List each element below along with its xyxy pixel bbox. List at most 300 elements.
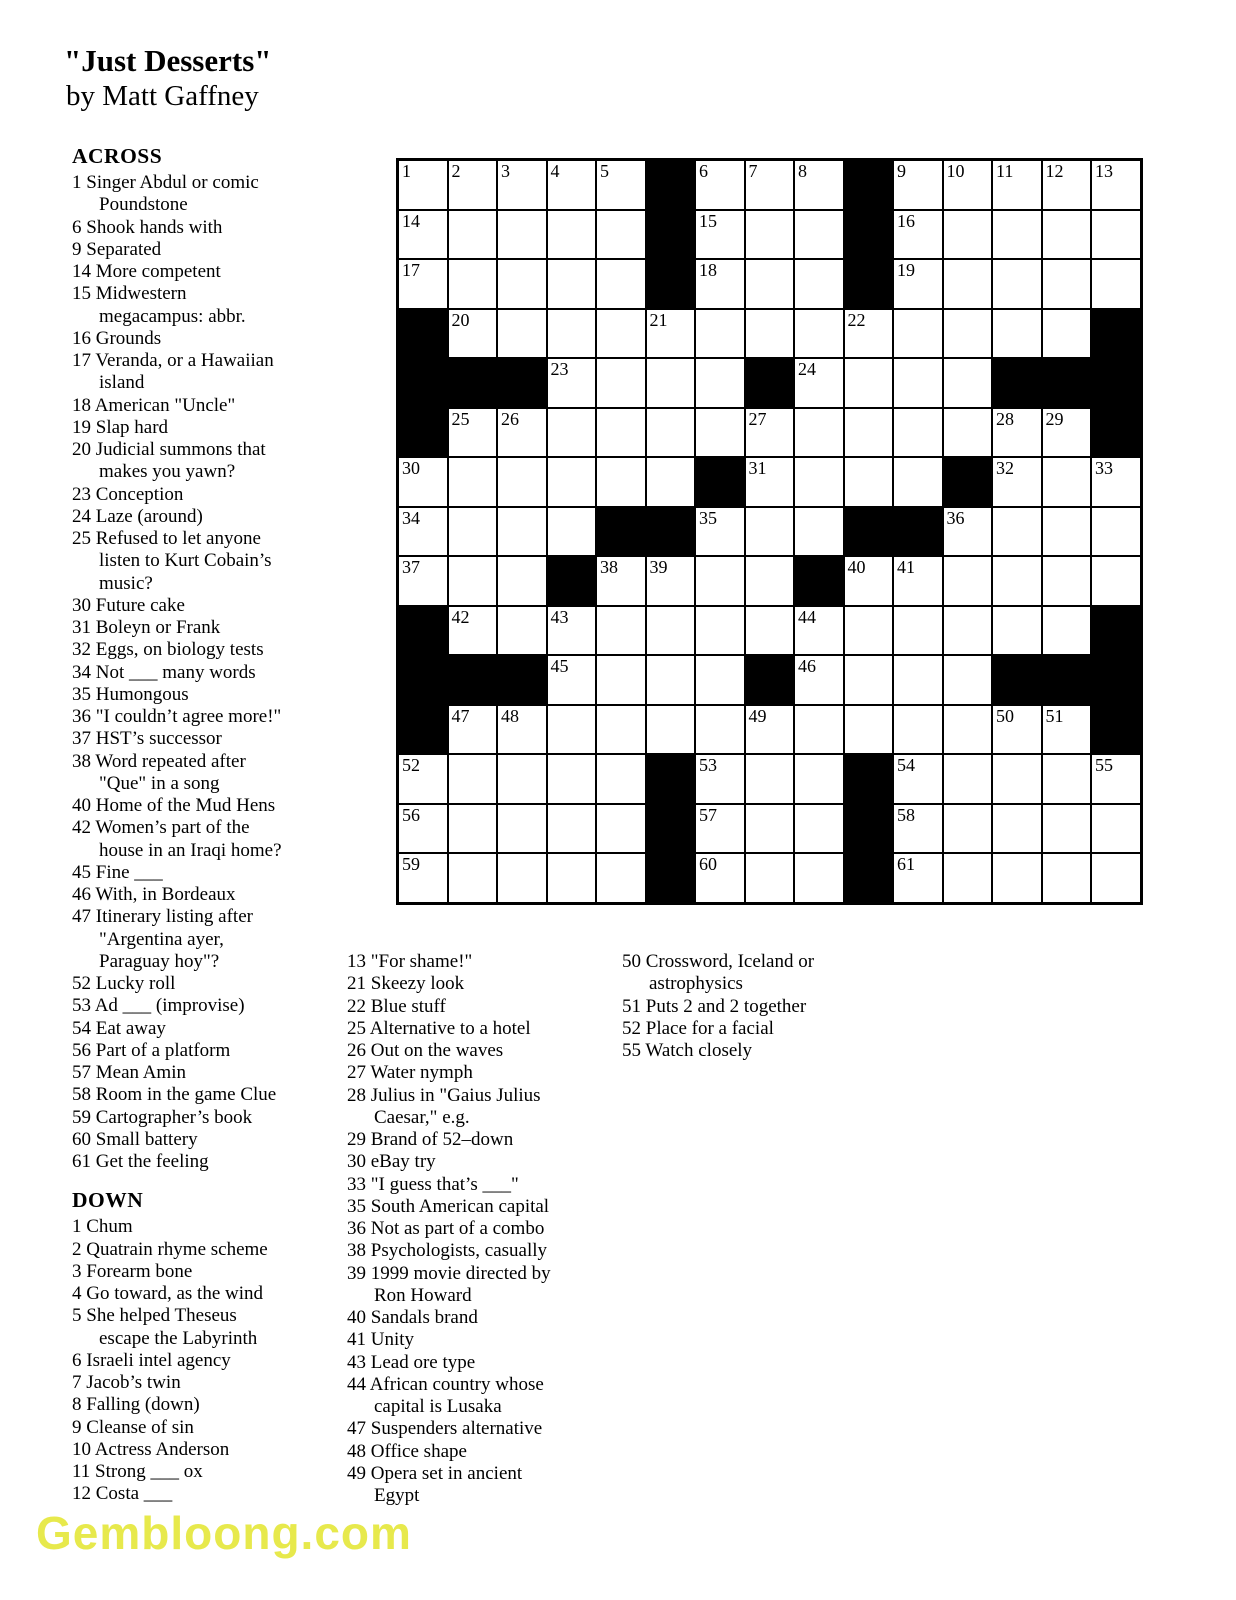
white-square (993, 409, 1041, 457)
white-square (894, 310, 942, 358)
clue-text: Boleyn or Frank (95, 617, 221, 638)
clue-text: Blue stuff (370, 995, 446, 1017)
white-square (647, 409, 695, 457)
clue-61 (72, 1151, 286, 1173)
white-square (597, 260, 645, 308)
clue-text: Eat away (95, 1017, 166, 1039)
white-square (1092, 805, 1140, 853)
white-square (696, 805, 744, 853)
clue-text: Veranda, or a Hawaiian island (95, 350, 274, 394)
clue-text: Cleanse of sin (86, 1416, 194, 1438)
square-number: 7 (748, 161, 758, 181)
white-square (894, 805, 942, 853)
square-number: 26 (501, 408, 519, 429)
white-square (647, 706, 695, 754)
white-square (449, 607, 497, 655)
white-square (597, 409, 645, 457)
clue-5 (72, 1305, 286, 1350)
white-square (894, 409, 942, 457)
clue-number: 26 (347, 1040, 366, 1061)
clue-27 (347, 1062, 561, 1084)
white-square (894, 161, 942, 209)
clue-text: "For shame!" (370, 951, 473, 972)
white-square (449, 755, 497, 803)
clue-33 (347, 1174, 561, 1196)
clue-number: 61 (72, 1151, 91, 1172)
white-square (696, 656, 744, 704)
square-number: 45 (550, 656, 569, 676)
square-number: 39 (649, 557, 668, 577)
white-square (845, 557, 893, 605)
white-square (548, 310, 596, 358)
clue-number: 38 (347, 1240, 366, 1262)
clue-9 (72, 239, 286, 261)
white-square (993, 854, 1041, 902)
white-square (845, 656, 893, 704)
black-square (498, 656, 546, 704)
white-square (498, 161, 546, 209)
white-square (746, 310, 794, 358)
clue-number: 17 (72, 350, 91, 371)
puzzle-title: "Just Desserts" (64, 43, 272, 78)
clue-text: Mean Amin (95, 1062, 186, 1083)
black-square (1092, 409, 1140, 457)
white-square (696, 409, 744, 457)
clue-text: 1999 movie directed by Ron Howard (370, 1262, 551, 1306)
square-number: 44 (798, 606, 816, 627)
square-number: 17 (402, 260, 420, 280)
clue-19 (72, 417, 286, 439)
white-square (597, 656, 645, 704)
square-number: 21 (649, 309, 668, 330)
clue-number: 36 (72, 706, 91, 727)
clue-text: Lucky roll (95, 973, 176, 994)
clue-text: Alternative to a hotel (369, 1017, 531, 1039)
white-square (548, 607, 596, 655)
clue-52 (72, 973, 286, 995)
black-square (647, 508, 695, 556)
clue-6 (72, 217, 286, 239)
clue-number: 44 (347, 1373, 366, 1395)
black-square (845, 508, 893, 556)
white-square (449, 508, 497, 556)
clue-text: Not ___ many words (95, 661, 256, 683)
black-square (696, 458, 744, 506)
square-number: 27 (748, 408, 767, 429)
clue-text: Falling (down) (86, 1394, 200, 1416)
clue-3 (72, 1261, 286, 1283)
square-number: 37 (402, 557, 420, 577)
clue-number: 11 (72, 1461, 91, 1482)
clue-text: HST’s successor (95, 728, 222, 750)
white-square (1043, 557, 1091, 605)
clue-21 (347, 973, 561, 995)
clue-text: Psychologists, casually (370, 1240, 548, 1262)
white-square (1043, 755, 1091, 803)
clue-30 (72, 595, 286, 617)
clue-text: Slap hard (95, 416, 169, 438)
square-number: 4 (550, 161, 560, 181)
square-number: 30 (402, 458, 420, 478)
white-square (894, 607, 942, 655)
white-square (548, 805, 596, 853)
white-square (795, 161, 843, 209)
square-number: 1 (402, 161, 411, 181)
clue-number: 25 (72, 528, 91, 549)
white-square (548, 458, 596, 506)
white-square (1043, 706, 1091, 754)
clue-number: 24 (72, 505, 91, 527)
black-square (647, 854, 695, 902)
clue-text: Future cake (95, 594, 185, 616)
clue-number: 51 (622, 995, 641, 1017)
white-square (845, 359, 893, 407)
clue-number: 57 (72, 1062, 91, 1083)
clue-text: Eggs, on biology tests (95, 639, 264, 661)
clue-7 (72, 1372, 286, 1394)
white-square (795, 458, 843, 506)
clue-18 (72, 395, 286, 417)
white-square (894, 656, 942, 704)
clue-number: 53 (72, 995, 91, 1017)
white-square (399, 755, 447, 803)
clue-number: 6 (72, 216, 82, 238)
clue-text: Not as part of a combo (370, 1218, 545, 1239)
black-square (845, 755, 893, 803)
clue-text: Crossword, Iceland or astrophysics (645, 951, 815, 995)
square-number: 50 (996, 705, 1014, 726)
square-number: 3 (501, 161, 510, 181)
middle-clue-column (347, 951, 561, 1507)
white-square (597, 805, 645, 853)
white-square (696, 854, 744, 902)
clue-number: 47 (347, 1418, 366, 1440)
clue-60 (72, 1129, 286, 1151)
white-square (944, 706, 992, 754)
square-number: 11 (996, 161, 1014, 181)
clue-number: 52 (72, 973, 91, 994)
white-square (845, 409, 893, 457)
black-square (647, 161, 695, 209)
square-number: 60 (699, 854, 717, 874)
white-square (498, 260, 546, 308)
clue-number: 3 (72, 1260, 82, 1282)
clue-text: "I guess that’s ___" (370, 1173, 519, 1195)
clue-text: Part of a platform (95, 1039, 231, 1061)
square-number: 24 (798, 359, 816, 379)
white-square (647, 310, 695, 358)
right-clue-column (622, 951, 836, 1062)
white-square (1092, 260, 1140, 308)
white-square (1043, 260, 1091, 308)
white-square (1043, 409, 1091, 457)
clue-text: Quatrain rhyme scheme (86, 1238, 268, 1260)
clue-text: Singer Abdul or comic Poundstone (86, 172, 259, 216)
clue-text: Shook hands with (86, 216, 223, 238)
clue-text: American "Uncle" (94, 394, 236, 416)
black-square (647, 211, 695, 259)
white-square (399, 458, 447, 506)
clue-number: 46 (72, 884, 91, 905)
white-square (993, 211, 1041, 259)
clue-text: Skeezy look (370, 973, 465, 995)
white-square (548, 260, 596, 308)
clue-number: 15 (72, 283, 91, 305)
white-square (894, 755, 942, 803)
clue-29 (347, 1129, 561, 1151)
clue-text: More competent (95, 261, 221, 282)
square-number: 59 (402, 854, 420, 874)
black-square (548, 557, 596, 605)
white-square (449, 854, 497, 902)
clue-number: 19 (72, 416, 91, 438)
puzzle-byline: by Matt Gaffney (66, 80, 259, 112)
white-square (993, 310, 1041, 358)
white-square (498, 755, 546, 803)
white-square (795, 805, 843, 853)
clue-47 (347, 1418, 561, 1440)
clue-text: Women’s part of the house in an Iraqi home? (95, 817, 282, 861)
clue-25 (347, 1018, 561, 1040)
white-square (597, 359, 645, 407)
clue-9 (72, 1417, 286, 1439)
clue-55 (622, 1040, 836, 1062)
white-square (449, 409, 497, 457)
square-number: 47 (451, 705, 470, 726)
white-square (993, 161, 1041, 209)
clue-37 (72, 728, 286, 750)
clue-text: Forearm bone (86, 1260, 193, 1282)
white-square (1043, 607, 1091, 655)
black-square (845, 211, 893, 259)
square-number: 19 (897, 260, 915, 280)
white-square (1043, 161, 1091, 209)
square-number: 14 (402, 210, 420, 231)
clue-number: 33 (347, 1173, 366, 1195)
clue-46 (72, 884, 286, 906)
white-square (1092, 458, 1140, 506)
clue-2 (72, 1239, 286, 1261)
clue-6 (72, 1350, 286, 1372)
black-square (845, 854, 893, 902)
square-number: 15 (699, 210, 717, 231)
white-square (993, 805, 1041, 853)
white-square (944, 805, 992, 853)
square-number: 33 (1095, 458, 1113, 478)
clue-32 (72, 639, 286, 661)
clue-number: 23 (72, 483, 91, 505)
clue-13 (347, 951, 561, 973)
clue-number: 20 (72, 439, 91, 460)
white-square (795, 656, 843, 704)
clue-number: 10 (72, 1438, 91, 1460)
clue-number: 45 (72, 861, 91, 883)
white-square (449, 805, 497, 853)
square-number: 9 (897, 161, 906, 181)
black-square (746, 359, 794, 407)
clue-8 (72, 1394, 286, 1416)
square-number: 36 (946, 507, 965, 528)
black-square (993, 656, 1041, 704)
white-square (944, 557, 992, 605)
white-square (548, 359, 596, 407)
clue-number: 56 (72, 1039, 91, 1061)
clue-text: Watch closely (645, 1040, 753, 1061)
clue-text: With, in Bordeaux (95, 884, 236, 905)
white-square (944, 260, 992, 308)
square-number: 40 (847, 557, 866, 577)
clue-text: Home of the Mud Hens (95, 795, 276, 816)
white-square (696, 706, 744, 754)
black-square (746, 656, 794, 704)
black-square (597, 508, 645, 556)
clue-text: Refused to let anyone listen to Kurt Cobain’s music? (95, 528, 272, 594)
clue-31 (72, 617, 286, 639)
clue-text: African country whose capital is Lusaka (369, 1373, 544, 1417)
white-square (746, 508, 794, 556)
square-number: 38 (600, 557, 618, 577)
clue-number: 1 (72, 1216, 82, 1238)
black-square (399, 310, 447, 358)
clue-text: Julius in "Gaius Julius Caesar," e.g. (370, 1084, 541, 1128)
white-square (696, 211, 744, 259)
white-square (944, 409, 992, 457)
white-square (399, 854, 447, 902)
white-square (498, 706, 546, 754)
white-square (696, 508, 744, 556)
black-square (845, 161, 893, 209)
clue-number: 22 (347, 995, 366, 1017)
white-square (746, 161, 794, 209)
clue-30 (347, 1151, 561, 1173)
white-square (498, 409, 546, 457)
white-square (795, 755, 843, 803)
clue-number: 12 (72, 1483, 91, 1505)
white-square (597, 557, 645, 605)
white-square (1092, 854, 1140, 902)
clue-49 (347, 1463, 561, 1508)
clue-20 (72, 439, 286, 484)
clue-36 (72, 706, 286, 728)
clue-number: 52 (622, 1017, 641, 1039)
clue-16 (72, 328, 286, 350)
white-square (795, 409, 843, 457)
black-square (647, 755, 695, 803)
black-square (1092, 310, 1140, 358)
white-square (647, 607, 695, 655)
white-square (647, 557, 695, 605)
white-square (647, 359, 695, 407)
square-number: 35 (699, 507, 717, 528)
clue-text: Laze (around) (95, 505, 203, 527)
white-square (1043, 854, 1091, 902)
clue-45 (72, 862, 286, 884)
clue-39 (347, 1263, 561, 1308)
white-square (746, 706, 794, 754)
white-square (449, 557, 497, 605)
clue-text: Office shape (370, 1440, 467, 1462)
clue-text: Judicial summons that makes you yawn? (95, 439, 266, 483)
white-square (746, 458, 794, 506)
white-square (795, 854, 843, 902)
white-square (894, 211, 942, 259)
black-square (944, 458, 992, 506)
black-square (498, 359, 546, 407)
black-square (993, 359, 1041, 407)
clue-number: 49 (347, 1462, 366, 1484)
square-number: 20 (451, 309, 470, 330)
down-header: DOWN (72, 1188, 144, 1213)
down-clue-list-middle (347, 951, 561, 1507)
white-square (894, 359, 942, 407)
square-number: 42 (451, 606, 470, 627)
white-square (795, 310, 843, 358)
white-square (597, 458, 645, 506)
square-number: 48 (501, 705, 519, 726)
clue-number: 43 (347, 1351, 366, 1373)
clue-number: 9 (72, 1416, 82, 1438)
white-square (1092, 557, 1140, 605)
white-square (1092, 161, 1140, 209)
white-square (498, 211, 546, 259)
clue-53 (72, 995, 286, 1017)
white-square (548, 161, 596, 209)
clue-number: 38 (72, 750, 91, 772)
clue-text: Get the feeling (95, 1151, 209, 1172)
white-square (498, 508, 546, 556)
white-square (746, 211, 794, 259)
clue-44 (347, 1374, 561, 1419)
clue-35 (347, 1196, 561, 1218)
white-square (795, 359, 843, 407)
white-square (399, 260, 447, 308)
clue-25 (72, 528, 286, 595)
white-square (993, 706, 1041, 754)
clue-number: 42 (72, 817, 91, 839)
square-number: 54 (897, 755, 915, 775)
white-square (746, 854, 794, 902)
clue-text: Opera set in ancient Egypt (370, 1462, 523, 1506)
white-square (399, 805, 447, 853)
clue-number: 50 (622, 951, 641, 972)
white-square (894, 706, 942, 754)
clue-text: Word repeated after "Que" in a song (95, 750, 246, 794)
clue-24 (72, 506, 286, 528)
square-number: 18 (699, 260, 717, 280)
clue-text: Puts 2 and 2 together (645, 995, 807, 1017)
clue-number: 7 (72, 1372, 82, 1393)
white-square (696, 607, 744, 655)
white-square (548, 706, 596, 754)
white-square (696, 755, 744, 803)
clue-number: 59 (72, 1106, 91, 1128)
square-number: 43 (550, 606, 569, 627)
clue-text: Out on the waves (370, 1040, 504, 1061)
clue-text: Water nymph (370, 1062, 473, 1084)
white-square (597, 854, 645, 902)
square-number: 12 (1045, 161, 1064, 181)
black-square (1092, 656, 1140, 704)
clue-number: 37 (72, 728, 91, 750)
white-square (548, 211, 596, 259)
white-square (449, 161, 497, 209)
square-number: 49 (748, 705, 767, 726)
white-square (498, 557, 546, 605)
white-square (399, 508, 447, 556)
white-square (845, 310, 893, 358)
clue-23 (72, 484, 286, 506)
clue-15 (72, 283, 286, 328)
